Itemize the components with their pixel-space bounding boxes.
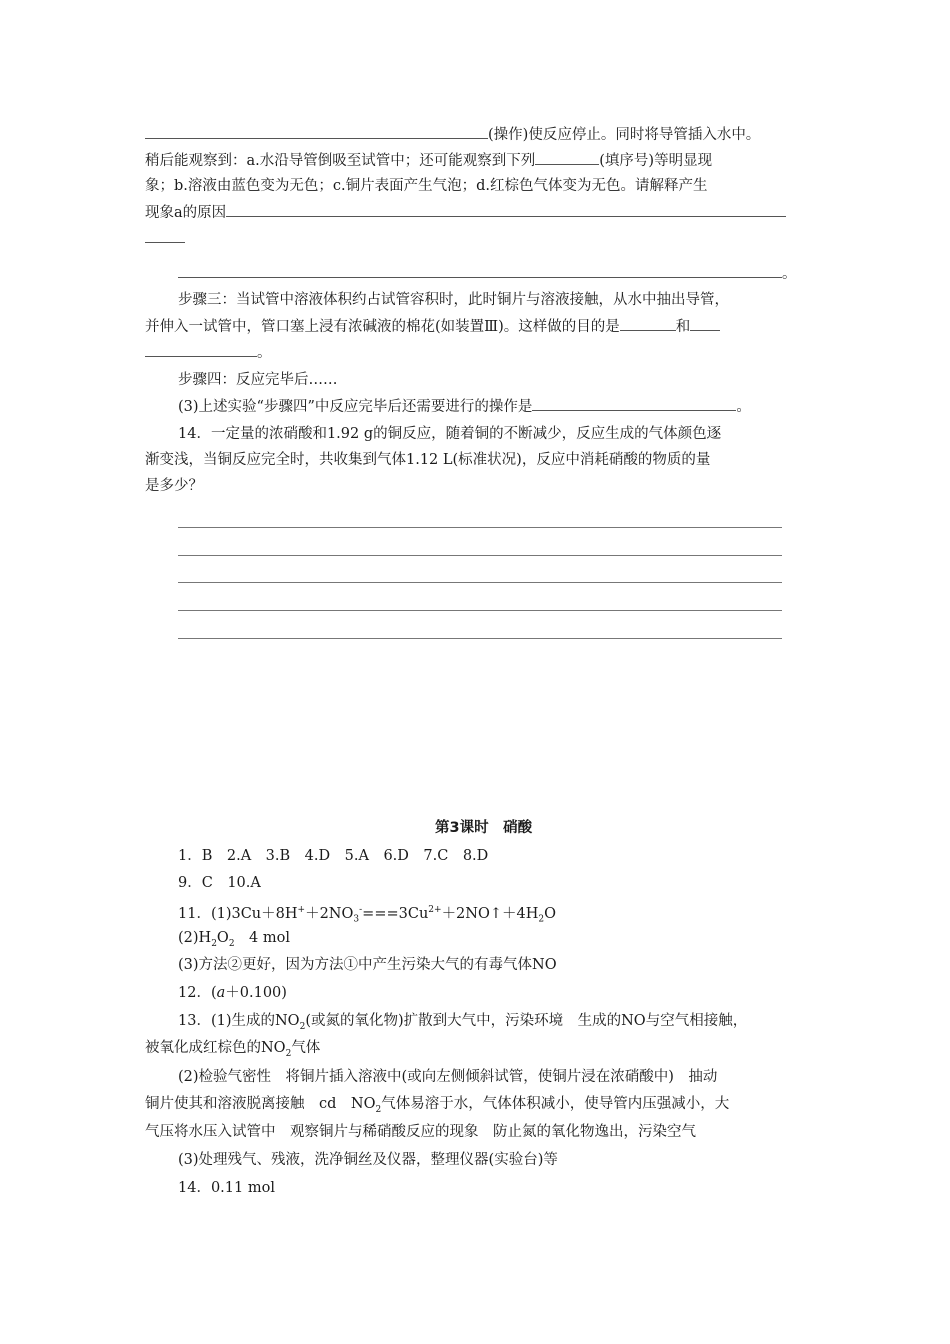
answer-blank	[178, 263, 782, 278]
q13-line-2: 稍后能观察到：a.水沿导管倒吸至试管中；还可能观察到下列 (填序号)等明显现	[145, 150, 712, 171]
answer-blank	[145, 342, 257, 357]
answer-blank	[532, 396, 736, 411]
answer-blank	[145, 124, 488, 139]
step3-line-1: 步骤三：当试管中溶液体积约占试管容积时，此时铜片与溶液接触，从水中抽出导管，	[178, 292, 729, 308]
answer-11-3: (3)方法②更好，因为方法①中产生污染大气的有毒气体NO	[178, 957, 557, 973]
q13-part3: (3)上述实验“步骤四”中反应完毕后还需要进行的操作是 。	[178, 396, 751, 417]
answer-rule	[178, 527, 782, 528]
answer-blank	[145, 228, 185, 243]
answer-13-2-line-1: (2)检验气密性 将铜片插入溶液中(或向左侧倾斜试管，使铜片浸在浓硝酸中) 抽动	[178, 1069, 718, 1085]
answer-line-2: 9．C 10.A	[178, 875, 261, 891]
answer-line-1: 1．B 2.A 3.B 4.D 5.A 6.D 7.C 8.D	[178, 848, 489, 864]
answer-13-1-line-2: 被氧化成红棕色的$NO_2$气体	[145, 1040, 321, 1059]
answer-13-2-line-3: 气压将水压入试管中 观察铜片与稀硝酸反应的现象 防止氮的氧化物逸出，污染空气	[145, 1124, 696, 1140]
q14-line-1: 14．一定量的浓硝酸和1.92 g的铜反应，随着铜的不断减少，反应生成的气体颜色逐	[178, 426, 722, 442]
answer-12: 12．(a＋0.100)	[178, 985, 287, 1001]
answer-blank	[620, 316, 676, 331]
answer-11-2: $(2)H_2O_2$ 4 mol	[178, 930, 290, 949]
answer-rule	[178, 582, 782, 583]
answer-14: 14．0.11 mol	[178, 1180, 275, 1196]
section-title: 第3课时 硝酸	[435, 820, 533, 836]
answer-rule	[178, 610, 782, 611]
step3-line-2: 并伸入一试管中，管口塞上浸有浓碱液的棉花(如装置Ⅲ)。这样做的目的是 和	[145, 316, 720, 337]
step3-line-3: 。	[145, 342, 272, 363]
answer-rule	[178, 555, 782, 556]
answer-13-2-line-2: 铜片使其和溶液脱离接触 cd $NO_2$气体易溶于水，气体体积减小，使导管内压强减小，大	[145, 1096, 730, 1115]
answer-13-1-line-1: 13．(1)生成的$NO_2$(或氮的氧化物)扩散到大气中，污染环境 生成的NO与空气相接触，	[178, 1013, 748, 1032]
q13-line-6: 。	[178, 263, 797, 284]
answer-blank	[226, 202, 786, 217]
answer-11-1: 11．$(1)3Cu+8H^++2NO_3^-===3Cu^{2+}+2NO↑+4H_2O$	[178, 905, 557, 925]
answer-rule	[178, 638, 782, 639]
q14-line-3: 是多少？	[145, 478, 203, 494]
answer-13-3: (3)处理残气、残液，洗净铜丝及仪器，整理仪器(实验台)等	[178, 1152, 558, 1168]
step4-line: 步骤四：反应完毕后……	[178, 372, 338, 388]
answer-blank	[690, 316, 720, 331]
q13-line-3: 象；b.溶液由蓝色变为无色；c.铜片表面产生气泡；d.红棕色气体变为无色。请解释产生	[145, 178, 708, 194]
q13-line-1: (操作)使反应停止。同时将导管插入水中。	[145, 124, 760, 145]
q14-line-2: 渐变浅，当铜反应完全时，共收集到气体1.12 L(标准状况)，反应中消耗硝酸的物质的量	[145, 452, 711, 468]
q13-line-5	[145, 228, 185, 249]
q13-line-4: 现象a的原因	[145, 202, 786, 223]
answer-blank	[535, 150, 599, 165]
